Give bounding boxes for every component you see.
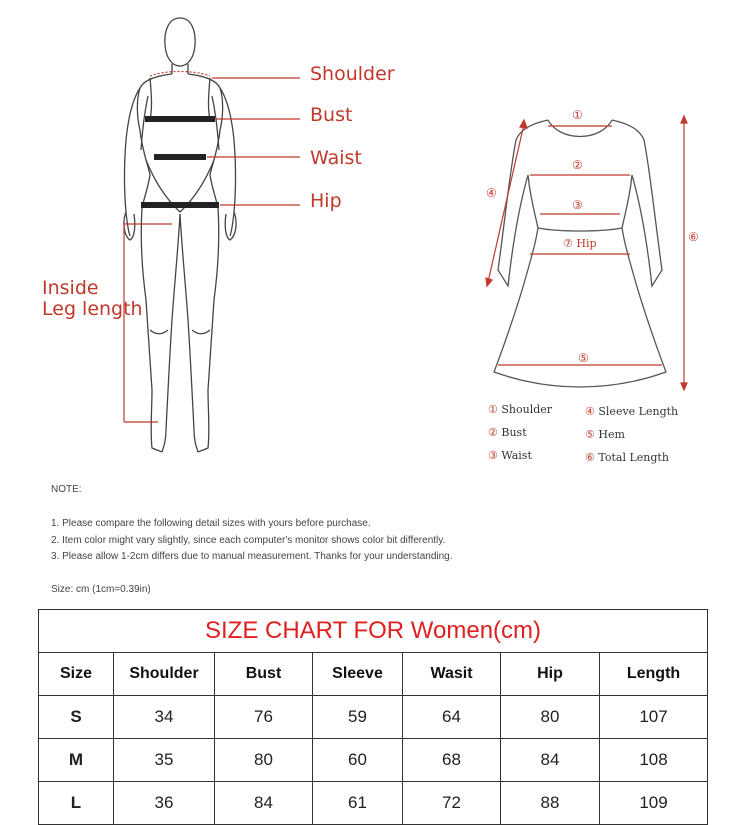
legend-item: ② Bust <box>488 426 527 439</box>
legend-item: ⑥ Total Length <box>585 451 669 464</box>
length-cell: 108 <box>600 739 708 782</box>
sleeve-cell: 59 <box>313 696 403 739</box>
dress-marker-waist: ③ <box>572 198 583 212</box>
waist-cell: 68 <box>403 739 501 782</box>
legend-item: ④ Sleeve Length <box>585 405 679 418</box>
hip-cell: 84 <box>501 739 600 782</box>
shoulder-cell: 36 <box>114 782 215 825</box>
dress-marker-bust: ② <box>572 158 583 172</box>
table-row <box>39 739 708 782</box>
note-item: 1. Please compare the following detail sizes with yours before purchase. <box>51 518 371 529</box>
waist-label: Waist <box>310 147 362 169</box>
table-row <box>39 696 708 739</box>
note-item: 3. Please allow 1-2cm differs due to manual measurement. Thanks for your understanding. <box>51 551 453 562</box>
size-chart-table <box>38 609 708 825</box>
dress-marker-sleeve: ④ <box>486 186 497 200</box>
waist-band <box>154 154 206 160</box>
length-cell: 109 <box>600 782 708 825</box>
sleeve-cell: 61 <box>313 782 403 825</box>
shoulder-label: Shoulder <box>310 63 395 85</box>
size-cell: M <box>39 739 114 782</box>
dress-marker-shoulder: ① <box>572 108 583 122</box>
inside-leg-label-line2: Leg length <box>42 298 143 320</box>
hip-cell: 80 <box>501 696 600 739</box>
size-chart-header-row <box>39 653 708 696</box>
size-chart-title: SIZE CHART FOR Women(cm) <box>39 610 708 653</box>
inside-leg-label-line1: Inside <box>42 277 99 299</box>
length-cell: 107 <box>600 696 708 739</box>
bust-cell: 84 <box>215 782 313 825</box>
header-bust: Bust <box>215 653 313 696</box>
note-heading: NOTE: <box>51 484 82 495</box>
waist-cell: 72 <box>403 782 501 825</box>
sleeve-cell: 60 <box>313 739 403 782</box>
header-hip: Hip <box>501 653 600 696</box>
size-cell: S <box>39 696 114 739</box>
waist-cell: 64 <box>403 696 501 739</box>
header-size: Size <box>39 653 114 696</box>
bust-cell: 80 <box>215 739 313 782</box>
shoulder-cell: 34 <box>114 696 215 739</box>
table-row <box>39 782 708 825</box>
header-shoulder: Shoulder <box>114 653 215 696</box>
shoulder-cell: 35 <box>114 739 215 782</box>
size-unit-note: Size: cm (1cm=0.39in) <box>51 584 151 595</box>
legend-item: ① Shoulder <box>488 403 553 416</box>
hip-cell: 88 <box>501 782 600 825</box>
legend-item: ③ Waist <box>488 449 532 462</box>
note-item: 2. Item color might vary slightly, since each computer's monitor shows color bit differently. <box>51 534 446 546</box>
hip-label: Hip <box>310 190 342 212</box>
header-sleeve: Sleeve <box>313 653 403 696</box>
bust-cell: 76 <box>215 696 313 739</box>
bust-band <box>145 116 215 122</box>
header-length: Length <box>600 653 708 696</box>
dress-marker-total-length: ⑥ <box>688 230 699 244</box>
size-cell: L <box>39 782 114 825</box>
dress-marker-hip: ⑦ Hip <box>563 237 597 250</box>
note-list <box>51 516 453 566</box>
header-waist: Wasit <box>403 653 501 696</box>
legend-item: ⑤ Hem <box>585 428 625 441</box>
inside-leg-length-label <box>42 278 143 320</box>
dress-marker-hem: ⑤ <box>578 351 589 365</box>
bust-label: Bust <box>310 104 353 126</box>
hip-band <box>141 202 219 208</box>
